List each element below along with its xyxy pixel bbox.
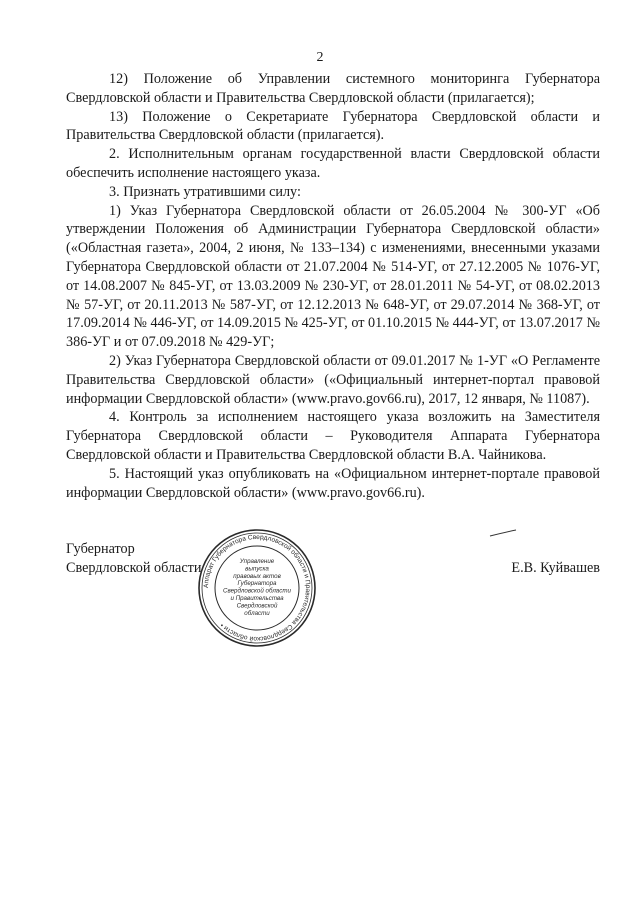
signature-block xyxy=(66,540,600,600)
signatory-name: Е.В. Куйвашев xyxy=(511,560,600,576)
stamp-inner-line: Управление xyxy=(239,558,275,565)
handwritten-signature-mark xyxy=(488,528,518,538)
stamp-inner-line: области xyxy=(244,609,270,617)
decree-body xyxy=(66,70,600,502)
paragraph-clause-3-item-2: 2) Указ Губернатора Свердловской области от 09.01.2017 № 1-УГ «О Регламенте Правительства Свердловской области» («Официальный интернет-портал правовой информации Свердловской области» (www.pravo.gov66.ru), 2017, 12 января, № 11087). xyxy=(66,352,600,407)
paragraph-item-12: 12) Положение об Управлении системного мониторинга Губернатора Свердловской области и Правительства Свердловской области (прилагается); xyxy=(66,71,600,106)
official-stamp xyxy=(196,527,318,649)
stamp-seal xyxy=(196,527,318,649)
stamp-inner-line: Свердловской xyxy=(236,602,278,610)
paragraph-item-13: 13) Положение о Секретариате Губернатора Свердловской области и Правительства Свердловской области (прилагается). xyxy=(66,108,600,144)
signatory-title-line1: Губернатор xyxy=(66,541,135,557)
svg-text:Аппарат Губернатора Свердловск: Аппарат Губернатора Свердловской области и Правительства Свердловской области • xyxy=(202,533,312,643)
stamp-inner-line: Свердловской области xyxy=(223,587,291,595)
stamp-inner-line: и Правительства xyxy=(230,595,284,602)
stamp-inner-line: Губернатора xyxy=(237,580,277,588)
paragraph-clause-3-item-1: 1) Указ Губернатора Свердловской области от 26.05.2004 № 300-УГ «Об утверждении Положения об Администрации Губернатора Свердловской области» («Областная газета», 2004, 2 июня, № 133–134) с изменениями, внесенными указами Губернатора Свердловской области от 21.07.2004 № 514-УГ, от 27.12.2005 № 1076-УГ, от 14.08.2007 № 845-УГ, от 13.03.2009 № 230-УГ, от 28.01.2011 № 54-УГ, от 08.02.2013 № 57-УГ, от 20.11.2013 № 587-УГ, от 12.12.2013 № 648-УГ, от 29.07.2014 № 368-УГ, от 17.09.2014 № 446-УГ, от 14.09.2015 № 425-УГ, от 01.10.2015 № 444-УГ, от 13.07.2017 № 386-УГ и от 07.09.2018 № 429-УГ; xyxy=(66,202,600,351)
stamp-inner-line: выпуска xyxy=(245,565,269,573)
paragraph-clause-3: 3. Признать утратившими силу: xyxy=(109,183,301,200)
page-number: 2 xyxy=(316,50,324,65)
paragraph-clause-2: 2. Исполнительным органам государственной власти Свердловской области обеспечить исполнение настоящего указа. xyxy=(66,146,600,181)
signatory-title-line2: Свердловской области xyxy=(66,560,202,576)
paragraph-clause-4: 4. Контроль за исполнением настоящего указа возложить на Заместителя Губернатора Свердловской области – Руководителя Аппарата Губернатора Свердловской области и Правительства Свердловской области В.А. Чайникова. xyxy=(66,409,600,463)
paragraph-clause-5: 5. Настоящий указ опубликовать на «Официальном интернет-портале правовой информации Свердловской области» (www.pravo.gov66.ru). xyxy=(66,465,600,501)
stamp-inner-line: правовых актов xyxy=(233,572,281,580)
